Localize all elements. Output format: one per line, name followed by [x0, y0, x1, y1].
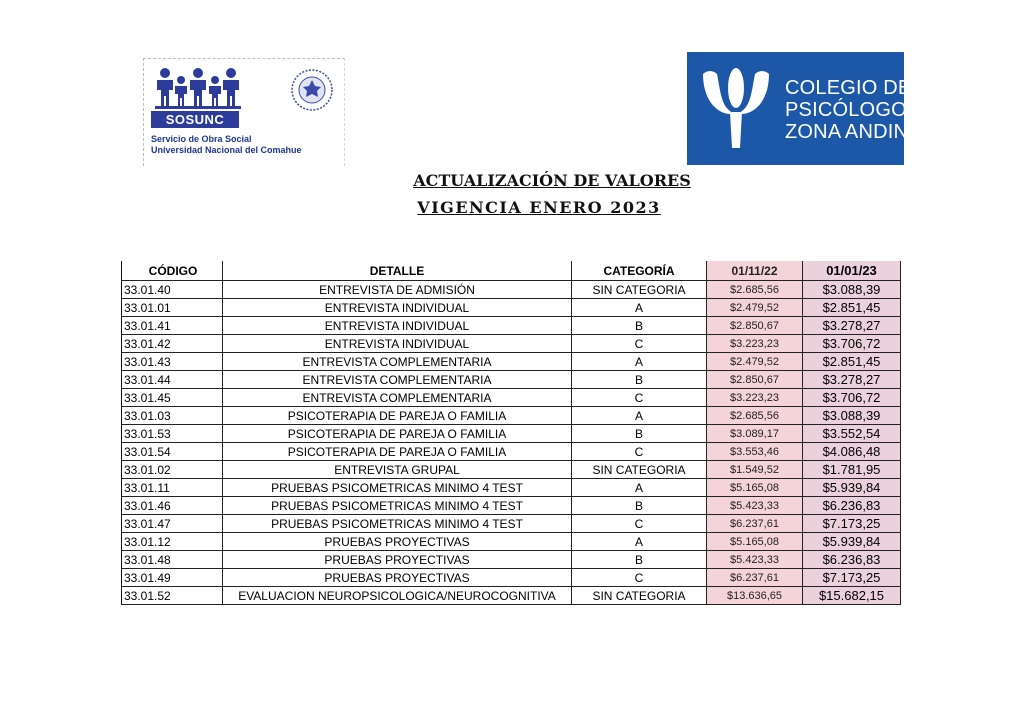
cell-value-current: $7.173,25: [803, 515, 901, 533]
cell-detalle: ENTREVISTA COMPLEMENTARIA: [223, 353, 572, 371]
colegio-logo: [687, 52, 922, 165]
table-row: [122, 281, 901, 299]
sosunc-wordmark: SOSUNC: [151, 111, 239, 128]
cell-value-previous: $3.089,17: [707, 425, 803, 443]
cell-value-current: $7.173,25: [803, 569, 901, 587]
cell-categoria: C: [572, 389, 707, 407]
cell-categoria: A: [572, 533, 707, 551]
cell-value-previous: $2.685,56: [707, 407, 803, 425]
cell-value-current: $3.552,54: [803, 425, 901, 443]
colegio-line3: ZONA ANDINA: [785, 121, 922, 143]
table-row: [122, 461, 901, 479]
cell-value-previous: $2.850,67: [707, 371, 803, 389]
cell-detalle: PSICOTERAPIA DE PAREJA O FAMILIA: [223, 425, 572, 443]
cell-detalle: PRUEBAS PROYECTIVAS: [223, 533, 572, 551]
sosunc-logo: [143, 58, 345, 166]
cell-codigo: 33.01.12: [122, 533, 223, 551]
cell-detalle: PSICOTERAPIA DE PAREJA O FAMILIA: [223, 443, 572, 461]
cell-detalle: PRUEBAS PSICOMETRICAS MINIMO 4 TEST: [223, 515, 572, 533]
cell-detalle: ENTREVISTA INDIVIDUAL: [223, 317, 572, 335]
cell-codigo: 33.01.48: [122, 551, 223, 569]
table-row: [122, 407, 901, 425]
colegio-name: [785, 77, 922, 143]
cell-value-current: $3.088,39: [803, 281, 901, 299]
cell-categoria: SIN CATEGORIA: [572, 281, 707, 299]
cell-categoria: A: [572, 407, 707, 425]
cell-value-previous: $5.423,33: [707, 551, 803, 569]
cell-categoria: C: [572, 569, 707, 587]
header-detalle: DETALLE: [223, 261, 572, 281]
cell-value-current: $6.236,83: [803, 497, 901, 515]
cell-detalle: PRUEBAS PROYECTIVAS: [223, 569, 572, 587]
cell-codigo: 33.01.42: [122, 335, 223, 353]
document-subtitle: VIGENCIA ENERO 2023: [417, 198, 661, 217]
cell-detalle: ENTREVISTA INDIVIDUAL: [223, 335, 572, 353]
cell-detalle: ENTREVISTA COMPLEMENTARIA: [223, 389, 572, 407]
header-date-current: 01/01/23: [803, 261, 901, 281]
table-row: [122, 515, 901, 533]
table-row: [122, 335, 901, 353]
cell-codigo: 33.01.45: [122, 389, 223, 407]
cell-codigo: 33.01.03: [122, 407, 223, 425]
table-body: [122, 281, 901, 605]
cell-categoria: C: [572, 443, 707, 461]
cell-value-previous: $6.237,61: [707, 569, 803, 587]
table-row: [122, 587, 901, 605]
cell-value-previous: $5.165,08: [707, 479, 803, 497]
table-row: [122, 569, 901, 587]
cell-value-previous: $2.850,67: [707, 317, 803, 335]
cell-detalle: ENTREVISTA INDIVIDUAL: [223, 299, 572, 317]
cell-codigo: 33.01.11: [122, 479, 223, 497]
cell-categoria: A: [572, 353, 707, 371]
psi-symbol-icon: [697, 64, 775, 152]
cell-codigo: 33.01.44: [122, 371, 223, 389]
colegio-line1: COLEGIO DE: [785, 77, 912, 99]
cell-value-current: $3.706,72: [803, 335, 901, 353]
cell-value-current: $3.278,27: [803, 317, 901, 335]
cell-detalle: ENTREVISTA GRUPAL: [223, 461, 572, 479]
table-row: [122, 389, 901, 407]
cell-categoria: A: [572, 299, 707, 317]
table-row: [122, 443, 901, 461]
cell-value-current: $2.851,45: [803, 299, 901, 317]
cell-detalle: PSICOTERAPIA DE PAREJA O FAMILIA: [223, 407, 572, 425]
header-categoria: CATEGORÍA: [572, 261, 707, 281]
values-table: [121, 261, 901, 605]
table-row: [122, 497, 901, 515]
cell-detalle: ENTREVISTA DE ADMISIÓN: [223, 281, 572, 299]
document-title: ACTUALIZACIÓN DE VALORES: [413, 171, 691, 190]
cell-value-current: $5.939,84: [803, 479, 901, 497]
cell-categoria: B: [572, 551, 707, 569]
cell-value-current: $3.278,27: [803, 371, 901, 389]
table-row: [122, 479, 901, 497]
cell-codigo: 33.01.49: [122, 569, 223, 587]
table-row: [122, 353, 901, 371]
cell-categoria: A: [572, 479, 707, 497]
cell-value-current: $3.088,39: [803, 407, 901, 425]
cell-value-previous: $3.223,23: [707, 335, 803, 353]
table-row: [122, 425, 901, 443]
cell-detalle: EVALUACION NEUROPSICOLOGICA/NEUROCOGNITIVA: [223, 587, 572, 605]
cell-value-previous: $6.237,61: [707, 515, 803, 533]
cell-value-previous: $3.223,23: [707, 389, 803, 407]
cell-codigo: 33.01.41: [122, 317, 223, 335]
cell-categoria: B: [572, 371, 707, 389]
table-row: [122, 551, 901, 569]
table-row: [122, 299, 901, 317]
cell-codigo: 33.01.01: [122, 299, 223, 317]
cell-detalle: ENTREVISTA COMPLEMENTARIA: [223, 371, 572, 389]
cell-value-previous: $2.479,52: [707, 299, 803, 317]
cell-categoria: SIN CATEGORIA: [572, 461, 707, 479]
cell-categoria: C: [572, 515, 707, 533]
cell-codigo: 33.01.52: [122, 587, 223, 605]
cell-detalle: PRUEBAS PSICOMETRICAS MINIMO 4 TEST: [223, 479, 572, 497]
table-row: [122, 371, 901, 389]
cell-value-previous: $1.549,52: [707, 461, 803, 479]
sosunc-subtitle-line1: Servicio de Obra Social: [151, 134, 252, 144]
cell-codigo: 33.01.02: [122, 461, 223, 479]
cell-detalle: PRUEBAS PROYECTIVAS: [223, 551, 572, 569]
cell-categoria: SIN CATEGORIA: [572, 587, 707, 605]
cell-codigo: 33.01.40: [122, 281, 223, 299]
cell-categoria: C: [572, 335, 707, 353]
sosunc-people-mark: [153, 66, 243, 110]
table-header-row: [122, 261, 901, 281]
cell-value-previous: $5.165,08: [707, 533, 803, 551]
header-codigo: CÓDIGO: [122, 261, 223, 281]
cell-value-current: $15.682,15: [803, 587, 901, 605]
university-seal-icon: [290, 68, 334, 112]
sosunc-subtitle-line2: Universidad Nacional del Comahue: [151, 145, 302, 155]
cell-categoria: B: [572, 497, 707, 515]
cell-categoria: B: [572, 317, 707, 335]
cell-codigo: 33.01.46: [122, 497, 223, 515]
sosunc-subtitle: [151, 134, 302, 156]
cell-value-current: $1.781,95: [803, 461, 901, 479]
colegio-line2: PSICÓLOGOS: [785, 99, 921, 121]
cell-categoria: B: [572, 425, 707, 443]
cell-value-previous: $3.553,46: [707, 443, 803, 461]
cell-codigo: 33.01.54: [122, 443, 223, 461]
cell-value-current: $4.086,48: [803, 443, 901, 461]
cell-value-current: $6.236,83: [803, 551, 901, 569]
cell-value-previous: $2.479,52: [707, 353, 803, 371]
cell-value-previous: $2.685,56: [707, 281, 803, 299]
header-date-previous: 01/11/22: [707, 261, 803, 281]
cell-codigo: 33.01.53: [122, 425, 223, 443]
cell-codigo: 33.01.47: [122, 515, 223, 533]
cell-value-current: $2.851,45: [803, 353, 901, 371]
table-row: [122, 533, 901, 551]
cell-value-previous: $5.423,33: [707, 497, 803, 515]
cell-codigo: 33.01.43: [122, 353, 223, 371]
cell-value-current: $5.939,84: [803, 533, 901, 551]
table-row: [122, 317, 901, 335]
cell-value-previous: $13.636,65: [707, 587, 803, 605]
cell-detalle: PRUEBAS PSICOMETRICAS MINIMO 4 TEST: [223, 497, 572, 515]
cell-value-current: $3.706,72: [803, 389, 901, 407]
